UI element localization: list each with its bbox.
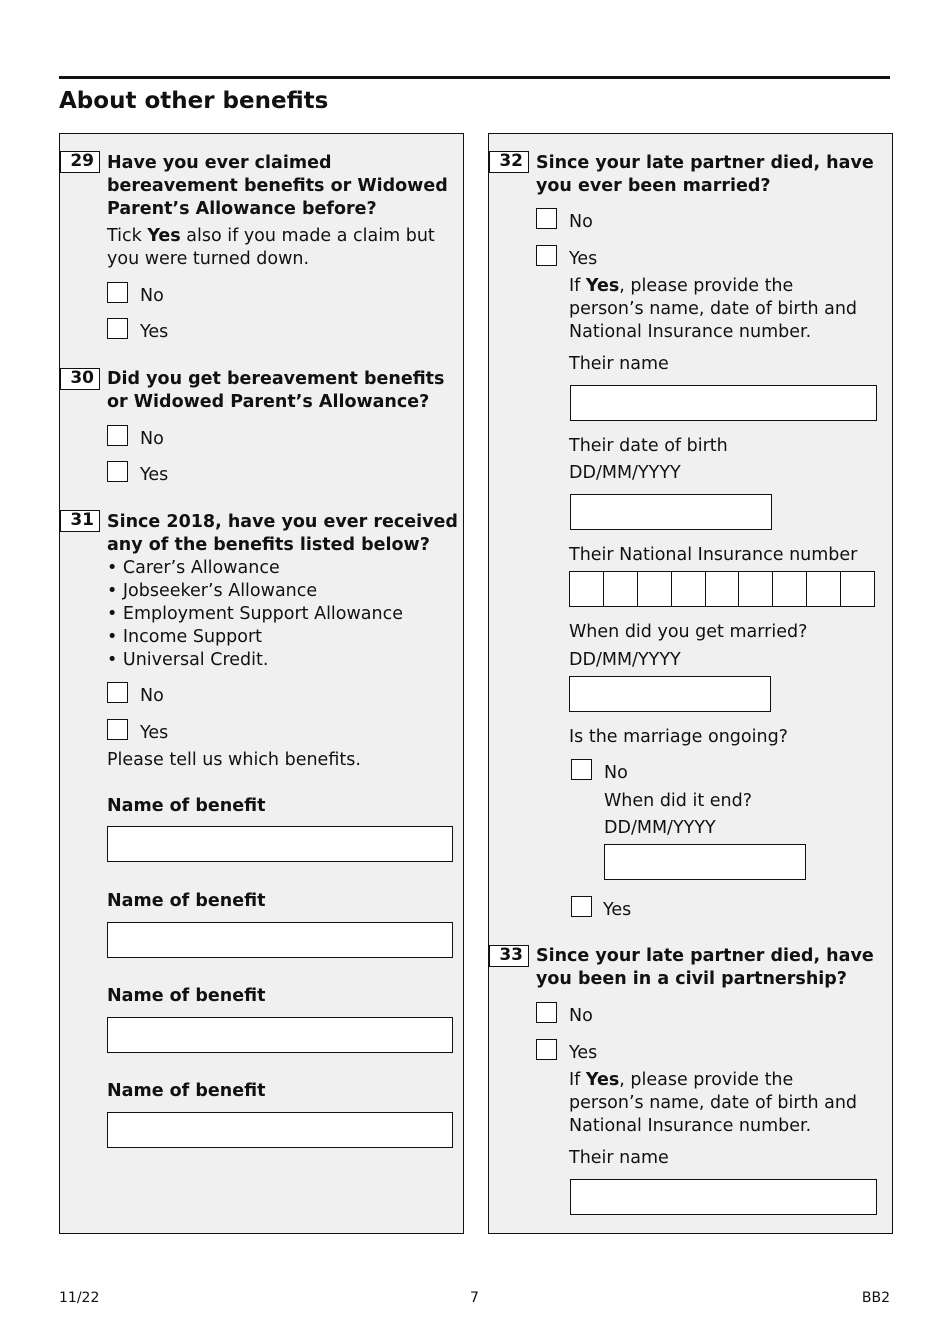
footer-form-code: BB2 <box>861 1290 890 1306</box>
question-32-text: Since your late partner died, have you ever been married? <box>536 153 874 196</box>
q33-no-checkbox[interactable] <box>536 1002 557 1023</box>
q30-no-checkbox[interactable] <box>107 425 128 446</box>
q33-if-yes-text: If Yes, please provide the person’s name, date of birth and National Insurance number. <box>569 1070 858 1136</box>
benefit-name-input[interactable] <box>107 826 453 862</box>
page-title: About other benefits <box>59 88 329 114</box>
q30-yes-checkbox[interactable] <box>107 461 128 482</box>
benefit-name-label: Name of benefit <box>107 891 266 911</box>
q32-no-label: No <box>569 212 593 232</box>
when-married-format: DD/MM/YYYY <box>569 650 681 670</box>
their-name-label: Their name <box>569 354 669 374</box>
when-married-label: When did you get married? <box>569 622 808 642</box>
benefit-name-label: Name of benefit <box>107 796 266 816</box>
footer-page-number: 7 <box>470 1290 479 1306</box>
q33-their-name-label: Their name <box>569 1148 669 1168</box>
question-29-text: Have you ever claimed bereavement benefits or Widowed Parent’s Allowance before? <box>107 153 448 219</box>
question-33-text: Since your late partner died, have you been in a civil partnership? <box>536 946 874 989</box>
their-dob-format: DD/MM/YYYY <box>569 463 681 483</box>
list-item: • Jobseeker’s Allowance <box>107 581 318 601</box>
q32-yes-label: Yes <box>569 249 598 269</box>
benefit-name-input[interactable] <box>107 922 453 958</box>
their-nino-label: Their National Insurance number <box>569 545 858 565</box>
q33-their-name-input[interactable] <box>570 1179 877 1215</box>
question-31-number: 31 <box>60 510 100 532</box>
benefit-name-input[interactable] <box>107 1017 453 1053</box>
q29-no-checkbox[interactable] <box>107 282 128 303</box>
when-end-label: When did it end? <box>604 791 752 811</box>
when-end-format: DD/MM/YYYY <box>604 818 716 838</box>
q32-yes-checkbox[interactable] <box>536 245 557 266</box>
q30-no-label: No <box>140 429 164 449</box>
question-30-text: Did you get bereavement benefits or Widowed Parent’s Allowance? <box>107 369 445 412</box>
q31-no-label: No <box>140 686 164 706</box>
q32-no-checkbox[interactable] <box>536 208 557 229</box>
list-item: • Carer’s Allowance <box>107 558 280 578</box>
question-32-number: 32 <box>489 151 529 173</box>
q33-yes-checkbox[interactable] <box>536 1039 557 1060</box>
q32-if-yes-text: If Yes, please provide the person’s name, date of birth and National Insurance number. <box>569 276 858 342</box>
question-30-number: 30 <box>60 368 100 390</box>
q31-no-checkbox[interactable] <box>107 682 128 703</box>
ongoing-yes-checkbox[interactable] <box>571 896 592 917</box>
q33-yes-label: Yes <box>569 1043 598 1063</box>
benefits-list <box>107 557 447 672</box>
q29-no-label: No <box>140 286 164 306</box>
when-married-input[interactable] <box>569 676 771 712</box>
q31-yes-checkbox[interactable] <box>107 719 128 740</box>
q29-yes-checkbox[interactable] <box>107 318 128 339</box>
question-31-text: Since 2018, have you ever received any of the benefits listed below? <box>107 512 458 555</box>
their-dob-label: Their date of birth <box>569 436 728 456</box>
benefit-name-input[interactable] <box>107 1112 453 1148</box>
list-item: • Income Support <box>107 627 263 647</box>
q30-yes-label: Yes <box>140 465 169 485</box>
q29-yes-label: Yes <box>140 322 169 342</box>
question-29-hint: Tick Yes also if you made a claim but you were turned down. <box>107 226 435 269</box>
header-rule <box>59 76 890 79</box>
ongoing-yes-label: Yes <box>603 900 632 920</box>
marriage-ongoing-label: Is the marriage ongoing? <box>569 727 788 747</box>
ongoing-no-checkbox[interactable] <box>571 759 592 780</box>
q33-no-label: No <box>569 1006 593 1026</box>
question-29-number: 29 <box>60 151 100 173</box>
q31-yes-label: Yes <box>140 723 169 743</box>
when-end-input[interactable] <box>604 844 806 880</box>
q31-tell-us: Please tell us which benefits. <box>107 750 361 770</box>
list-item: • Employment Support Allowance <box>107 604 404 624</box>
their-dob-input[interactable] <box>570 494 772 530</box>
their-nino-input[interactable] <box>569 571 875 607</box>
question-33-number: 33 <box>489 945 529 967</box>
ongoing-no-label: No <box>604 763 628 783</box>
footer-date: 11/22 <box>59 1290 100 1306</box>
their-name-input[interactable] <box>570 385 877 421</box>
benefit-name-label: Name of benefit <box>107 986 266 1006</box>
list-item: • Universal Credit. <box>107 650 269 670</box>
benefit-name-label: Name of benefit <box>107 1081 266 1101</box>
